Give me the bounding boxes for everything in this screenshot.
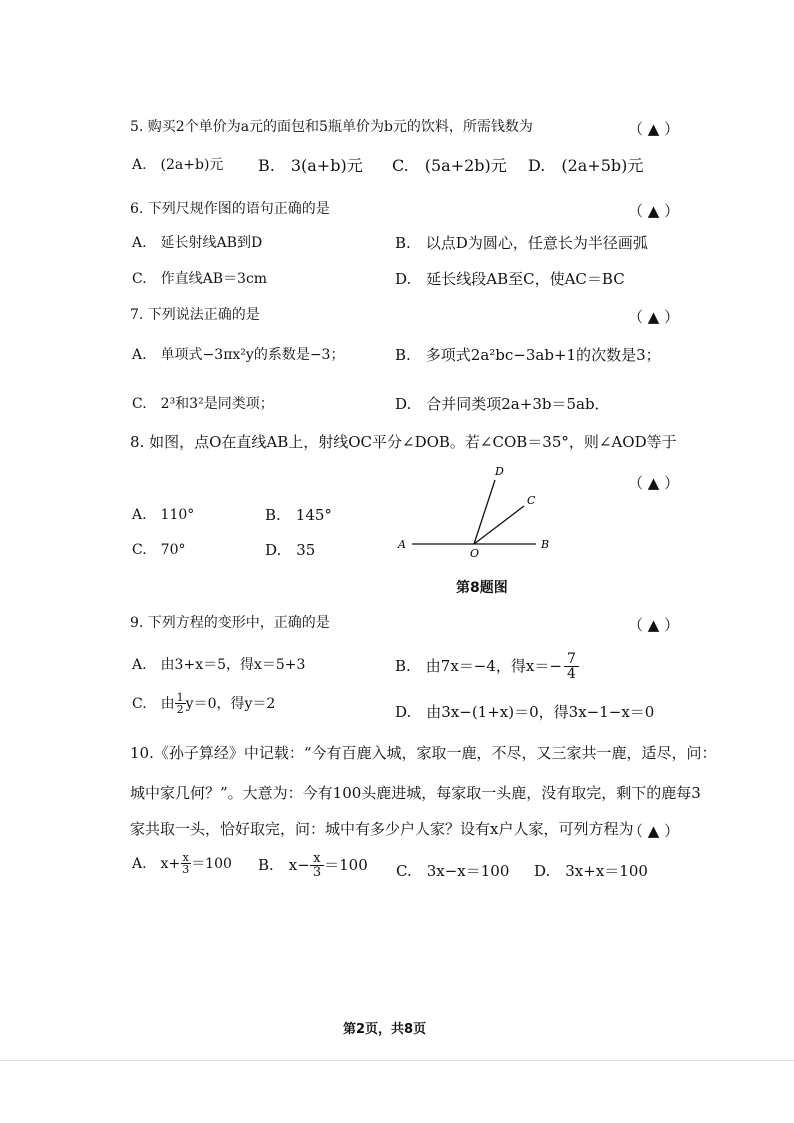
q9-option-a: A. 由3+x＝5，得x＝5+3: [132, 657, 306, 673]
q7-option-b: B. 多项式2a²bc−3ab+1的次数是3；: [395, 346, 661, 364]
question-10-line-2: [0, 786, 794, 816]
question-8: [0, 433, 794, 463]
question-6-mark: （ ▲ ）: [628, 202, 680, 220]
question-5: [0, 118, 794, 148]
question-8-figure: [394, 462, 564, 562]
question-9: [0, 614, 794, 644]
q9-option-c-numerator: 1: [176, 691, 184, 704]
q8-option-d: D. 35: [265, 541, 316, 559]
ray-od: [474, 480, 495, 544]
label-o: O: [470, 547, 480, 560]
question-7-stem: 7. 下列说法正确的是: [130, 307, 260, 323]
q6-option-b: B. 以点D为圆心，任意长为半径画弧: [395, 234, 648, 252]
q9-option-c-prefix: C. 由: [132, 695, 175, 712]
question-6-options-cd: [0, 272, 794, 302]
q8-option-c: C. 70°: [132, 542, 186, 558]
question-7-mark: （ ▲ ）: [628, 308, 680, 326]
q10-option-a-numerator: x: [182, 851, 189, 864]
q9-option-b-prefix: B. 由7x＝−4，得x＝−: [395, 657, 562, 675]
q10-option-c: C. 3x−x＝100: [396, 862, 510, 880]
q5-option-b: B. 3(a+b)元: [258, 156, 363, 175]
question-10-line-2-text: 城中家几何？”。大意为：今有100头鹿进城，每家取一头鹿，没有取完，剩下的鹿每3: [130, 784, 701, 802]
q7-option-d: D. 合并同类项2a+3b＝5ab．: [395, 395, 610, 413]
q5-option-a: A. (2a+b)元: [132, 157, 224, 173]
q6-option-a: A. 延长射线AB到D: [132, 235, 263, 251]
label-a: A: [398, 538, 406, 551]
scan-edge-divider: [0, 1060, 794, 1061]
question-5-mark: （ ▲ ）: [628, 120, 680, 138]
question-9-mark: （ ▲ ）: [628, 616, 680, 634]
q10-option-a-suffix: ＝100: [191, 855, 232, 872]
q10-option-b-prefix: B. x−: [258, 856, 310, 874]
q10-option-d: D. 3x+x＝100: [534, 862, 648, 880]
question-6: [0, 200, 794, 230]
q9-option-c-fraction: [175, 692, 186, 715]
q9-option-c-suffix: y＝0，得y＝2: [185, 695, 276, 712]
q7-option-a: A. 单项式−3πx²y的系数是−3；: [132, 347, 345, 363]
question-9-stem: 9. 下列方程的变形中，正确的是: [130, 615, 330, 631]
question-7-options-ab: [0, 348, 794, 378]
q10-option-b: [258, 852, 368, 879]
q10-option-a-prefix: A. x+: [132, 855, 181, 872]
question-7: [0, 306, 794, 336]
question-6-stem: 6. 下列尺规作图的语句正确的是: [130, 201, 330, 217]
q9-option-b-denominator: 4: [566, 666, 576, 682]
label-b: B: [541, 538, 550, 551]
page-footer: 第2页，共8页: [343, 1022, 427, 1037]
q9-option-c-denominator: 2: [176, 703, 184, 716]
q8-option-a: A. 110°: [132, 507, 195, 523]
question-8-caption: 第8题图: [456, 580, 508, 596]
question-10-mark: （ ▲ ）: [628, 822, 680, 840]
q9-option-b: [395, 652, 579, 681]
q8-option-b: B. 145°: [265, 506, 332, 524]
q5-option-d: D. (2a+5b)元: [528, 156, 644, 175]
ray-oc: [474, 506, 524, 544]
question-8-mark: （ ▲ ）: [628, 474, 680, 492]
q10-option-a-denominator: 3: [182, 863, 190, 876]
question-10-line-3-text: 家共取一头，恰好取完，问：城中有多少户人家？设有x户人家，可列方程为: [130, 820, 634, 838]
question-10-line-1: [0, 746, 794, 776]
q10-option-b-suffix: ＝100: [324, 856, 368, 874]
question-9-options-cd: [0, 692, 794, 732]
q10-option-b-denominator: 3: [312, 865, 322, 880]
q7-option-c: C. 2³和3²是同类项；: [132, 396, 274, 412]
question-5-stem: 5. 购买2个单价为a元的面包和5瓶单价为b元的饮料，所需钱数为: [130, 119, 533, 135]
q9-option-b-numerator: 7: [564, 652, 579, 667]
question-10-line-1-text: 10.《孙子算经》中记载：“今有百鹿入城，家取一鹿，不尽，又三家共一鹿，适尽，问：: [130, 744, 717, 762]
question-5-options: [0, 158, 794, 188]
q5-option-c: C. (5a+2b)元: [392, 156, 507, 175]
q10-option-a: [132, 852, 232, 875]
q6-option-c: C. 作直线AB＝3cm: [132, 271, 268, 287]
question-6-options-ab: [0, 236, 794, 266]
question-7-options-cd: [0, 397, 794, 427]
q10-option-a-fraction: [180, 852, 191, 875]
question-9-options-ab: [0, 652, 794, 692]
question-10-line-3: [0, 822, 794, 852]
question-10-options: [0, 852, 794, 892]
q6-option-d: D. 延长线段AB至C，使AC＝BC: [395, 270, 625, 288]
q9-option-d: D. 由3x−(1+x)＝0，得3x−1−x＝0: [395, 703, 655, 721]
question-8-stem: 8. 如图，点O在直线AB上，射线OC平分∠DOB。若∠COB＝35°，则∠AOD等于: [130, 433, 677, 451]
q10-option-b-fraction: [310, 852, 324, 879]
q10-option-b-numerator: x: [310, 852, 323, 866]
label-c: C: [527, 494, 536, 507]
q9-option-b-fraction: [564, 652, 579, 681]
q9-option-c: [132, 692, 275, 715]
label-d: D: [495, 465, 504, 478]
